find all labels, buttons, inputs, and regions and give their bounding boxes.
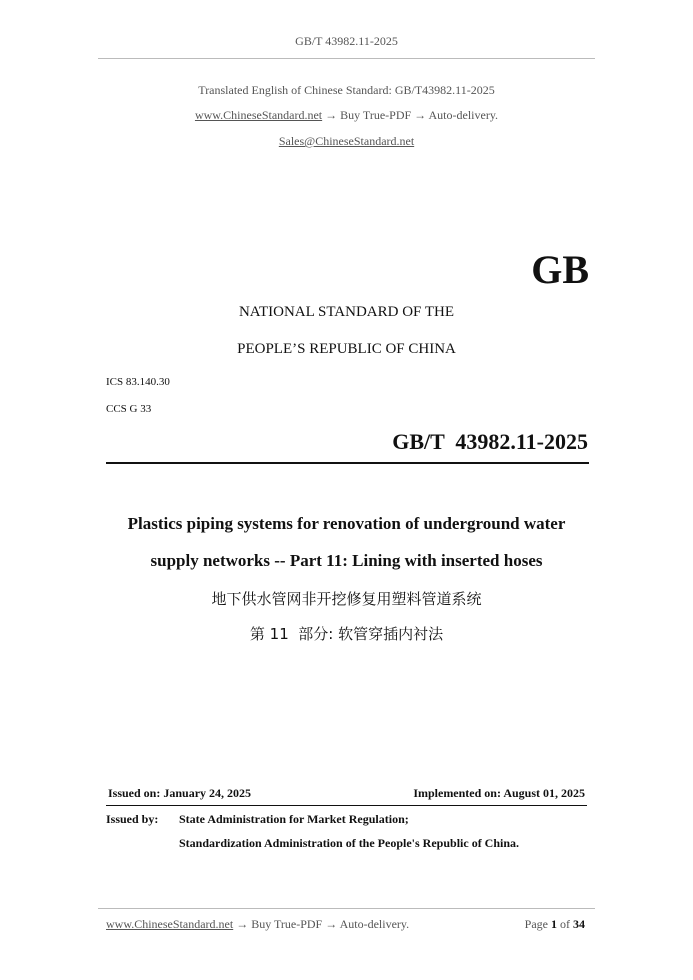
banner-email-row <box>0 134 693 149</box>
arrow-right-icon: → <box>236 917 249 931</box>
footer-site-link[interactable]: www.ChineseStandard.net <box>106 917 234 931</box>
issuer-line2: Standardization Administration of the People's Republic of China. <box>179 836 520 850</box>
issued-by-label: Issued by: <box>106 812 159 826</box>
issuer-line1: State Administration for Market Regulation; <box>179 812 409 826</box>
arrow-right-icon: → <box>325 917 338 931</box>
title-cn-line1: 地下供水管网非开挖修复用塑料管道系统 <box>211 590 482 608</box>
banner-site-link[interactable]: www.ChineseStandard.net <box>194 108 323 122</box>
title-en-line2: supply networks -- Part 11: Lining with inserted hoses <box>150 551 543 570</box>
arrow-right-icon: → <box>325 108 338 122</box>
translation-notice: Translated English of Chinese Standard: GB/T43982.11-2025 <box>198 83 495 97</box>
standard-number: GB/T 43982.11-2025 <box>392 429 588 454</box>
page-label: Page <box>524 917 548 931</box>
header-divider <box>98 58 595 59</box>
footer-purchase-line <box>106 917 409 932</box>
sales-email-link[interactable]: Sales@ChineseStandard.net <box>278 134 415 148</box>
footer-buy-pdf-text: Buy True-PDF <box>251 917 323 931</box>
ccs-code: CCS G 33 <box>106 403 152 415</box>
footer-auto-delivery-text: Auto-delivery. <box>339 917 410 931</box>
arrow-right-icon: → <box>414 108 427 122</box>
page-counter <box>440 917 585 932</box>
dates-rule <box>106 805 587 806</box>
title-en-line1: Plastics piping systems for renovation of underground water <box>127 514 566 533</box>
implemented-on-date: Implemented on: August 01, 2025 <box>413 786 585 800</box>
auto-delivery-text: Auto-delivery. <box>428 108 499 122</box>
of-label: of <box>560 917 570 931</box>
national-standard-line1: NATIONAL STANDARD OF THE <box>238 304 455 320</box>
page-total: 34 <box>573 917 585 931</box>
buy-pdf-text: Buy True-PDF <box>340 108 412 122</box>
banner-purchase-line <box>0 108 693 123</box>
national-standard-line2: PEOPLE’S REPUBLIC OF CHINA <box>237 341 456 357</box>
gb-logo: GB <box>531 247 589 292</box>
title-cn-line2: 第 11 部分: 软管穿插内衬法 <box>249 625 444 643</box>
ics-code: ICS 83.140.30 <box>106 376 170 388</box>
footer-divider <box>98 908 595 909</box>
page-number: 1 <box>551 917 557 931</box>
standard-number-rule <box>106 462 589 464</box>
issued-on-date: Issued on: January 24, 2025 <box>108 786 252 800</box>
running-header: GB/T 43982.11-2025 <box>295 34 398 48</box>
